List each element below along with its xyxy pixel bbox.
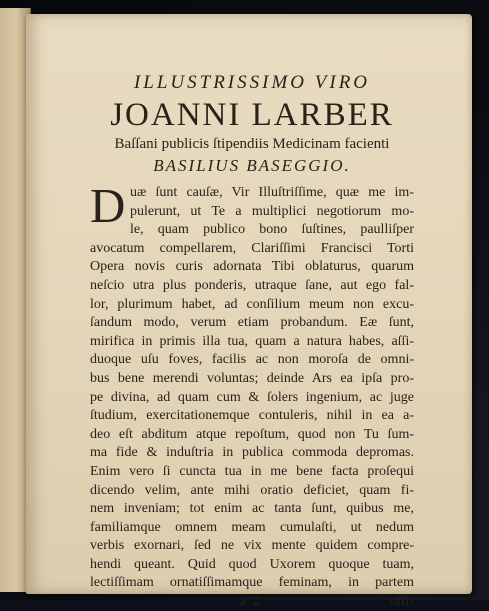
text-line: Enim vero ſi cuncta tua in me bene facta proſequi: [90, 463, 414, 479]
text-line: uæ ſunt cauſæ, Vir Illuſtriſſime, quæ me im-: [130, 185, 414, 200]
text-line: ſtudium, exercitationemque contuleris, nihil in ea a-: [90, 408, 414, 424]
text-line: neſcio utra plus ponderis, utraque ſane, aut ego fal-: [90, 277, 414, 293]
text-line: le, quam publico bono ſuſtines, paulliſper: [130, 222, 414, 238]
text-line: pe divina, ad quam cum & ſolers ingenium, ac juge: [90, 389, 414, 405]
text-line: deo eſt abditum atque repoſtum, quod non Tu ſum-: [90, 426, 414, 442]
signature-mark: a 2: [240, 594, 263, 610]
text-line: ma fide & induſtria in publica commoda depromas.: [90, 445, 414, 461]
text-line: duoque uſu foves, facilis ac non moroſa de omni-: [90, 352, 414, 368]
text-line: mirifica in primis illa tua, quam a natura habes, aſſi-: [90, 333, 414, 349]
book-page: [26, 14, 472, 610]
text-line: avocatum compellarem, Clariſſimi Francisci Torti: [90, 240, 414, 256]
dedicatee-title: Baſſani publicis ſtipendiis Medicinam facienti: [114, 136, 390, 152]
catchword: offi-: [389, 594, 414, 610]
text-line: hendi queant. Quid quod Uxorem quoque tuam,: [90, 556, 414, 572]
text-line: lectiſſimam ornatiſſimamque feminam, in partem: [90, 575, 414, 591]
text-line: lor, plurimum habet, ad conſilium meum non excu-: [90, 296, 414, 312]
dedicatee-name: JOANNI LARBER: [110, 97, 394, 133]
text-line: dicendo velim, ante mihi oratio deficiet, quam fi-: [90, 482, 414, 498]
text-line: nem inveniam; tot enim ac tanta ſunt, quibus me,: [90, 501, 414, 517]
drop-cap: D: [90, 178, 126, 233]
body-text: [90, 178, 414, 593]
text-line: familiamque omnem meam cumulaſti, ut nedum: [90, 519, 414, 535]
text-line: pulerunt, ut Te a multiplici negotiorum mo-: [130, 203, 414, 219]
dedication-line-1: ILLUSTRISSIMO VIRO: [133, 72, 371, 93]
text-line: verbis exornari, ſed ne vix mente quidem compre-: [90, 538, 414, 554]
text-line: ſandum modo, verum etiam probandum. Eæ ſunt,: [90, 315, 414, 331]
text-line: Opera novis curis adornata Tibi oblaturus, quarum: [90, 259, 414, 275]
page-content: [90, 72, 414, 611]
author-name: BASILIUS BASEGGIO.: [153, 156, 351, 175]
text-line: bus bene merendi voluntas; deinde Ars ea ipſa pro-: [90, 370, 414, 386]
page-footer: [90, 593, 414, 611]
